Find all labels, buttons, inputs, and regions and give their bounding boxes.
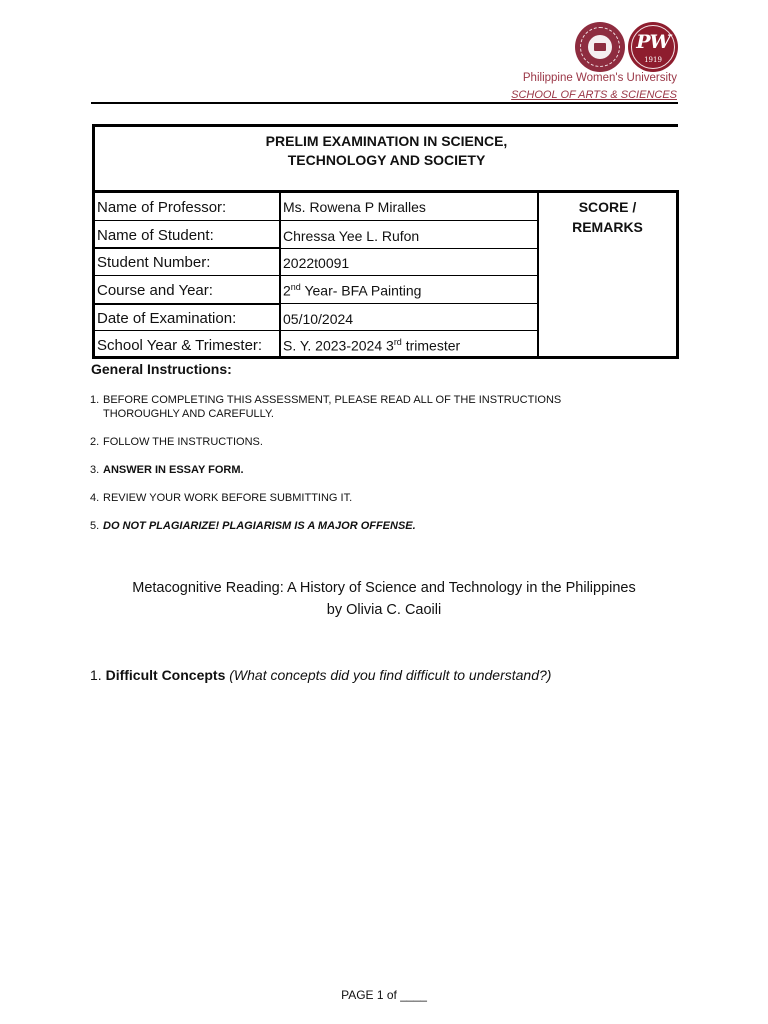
school-name: SCHOOL OF ARTS & SCIENCES [511,89,677,101]
course-label: Course and Year: [97,282,213,299]
question-title: Difficult Concepts [105,667,226,683]
exam-title-line-2: TECHNOLOGY AND SOCIETY [287,152,486,168]
instruction-item: 5. DO NOT PLAGIARIZE! PLAGIARISM IS A MAJOR OFFENSE. [90,520,416,532]
question-item [90,667,551,683]
header-divider [91,102,678,104]
professor-value: Ms. Rowena P Miralles [283,199,426,215]
course-value: 2nd Year- BFA Painting [283,282,422,299]
instructions-heading: General Instructions: [91,361,232,377]
page-number: PAGE 1 of ____ [341,988,427,1002]
instruction-item-continued: THOROUGHLY AND CAREFULLY. [103,408,274,420]
score-label: SCORE / [578,199,637,215]
question-number: 1. [90,667,102,683]
student-info-table [92,190,679,359]
exam-title-line-1: PRELIM EXAMINATION IN SCIENCE, [265,133,508,149]
remarks-label: REMARKS [572,219,643,235]
instruction-item: 2. FOLLOW THE INSTRUCTIONS. [90,436,263,448]
reading-title: Metacognitive Reading: A History of Science and Technology in the Philippines [132,580,636,596]
question-hint: (What concepts did you find difficult to understand?) [229,667,552,683]
instruction-item: 4. REVIEW YOUR WORK BEFORE SUBMITTING IT. [90,492,353,504]
university-name: Philippine Women's University [522,72,677,84]
school-year-label: School Year & Trimester: [97,337,263,354]
exam-date-label: Date of Examination: [97,310,237,327]
exam-title-box [92,124,678,192]
reading-author: by Olivia C. Caoili [326,602,442,618]
professor-label: Name of Professor: [97,199,227,216]
instruction-item: 1. BEFORE COMPLETING THIS ASSESSMENT, PLEASE READ ALL OF THE INSTRUCTIONS [90,394,562,406]
pwu-monogram-logo: PW 1919 [628,22,678,72]
university-seal-logo [575,22,625,72]
exam-date-value: 05/10/2024 [283,311,354,327]
student-value: Chressa Yee L. Rufon [283,228,420,244]
student-number-label: Student Number: [97,254,211,271]
school-year-value: S. Y. 2023-2024 3rd trimester [283,337,461,354]
instruction-item: 3. ANSWER IN ESSAY FORM. [90,464,244,476]
student-label: Name of Student: [97,227,214,244]
student-number-value: 2022t0091 [283,255,350,271]
